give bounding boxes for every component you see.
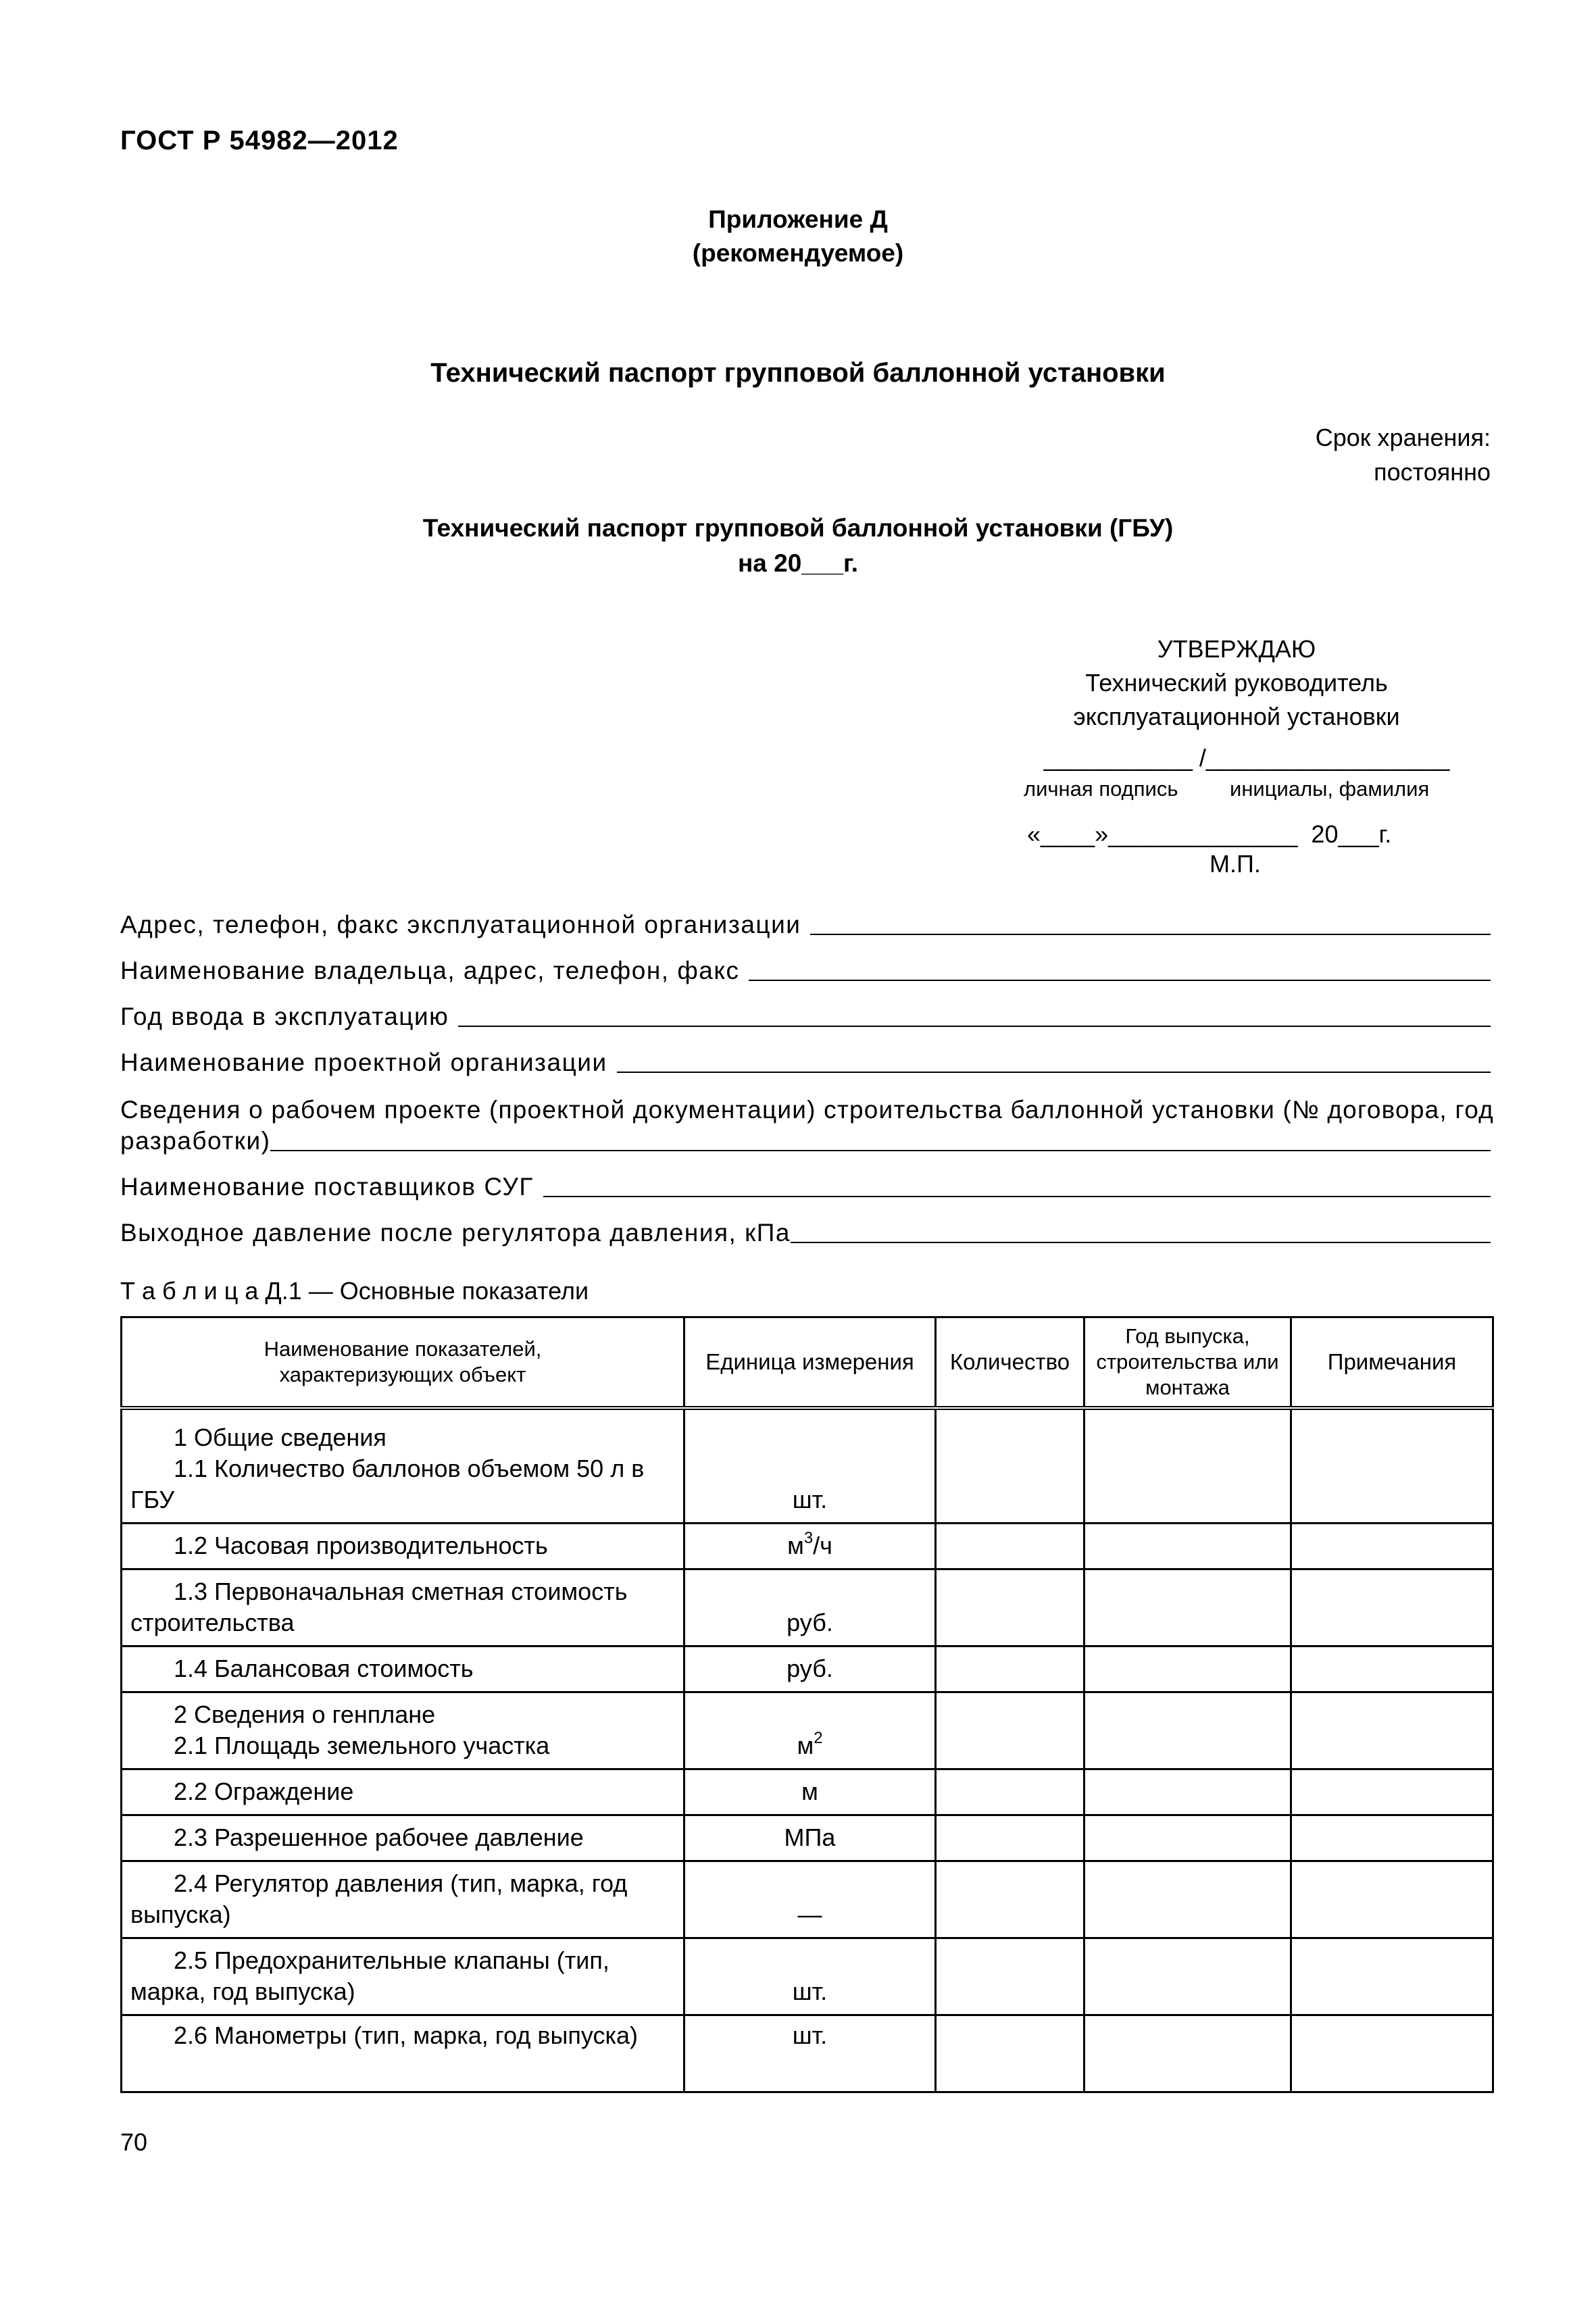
form-field-label: Наименование проектной организации — [120, 1049, 607, 1076]
quantity-cell[interactable] — [936, 1646, 1084, 1692]
table-row — [122, 1938, 1493, 2015]
notes-cell[interactable] — [1291, 1769, 1493, 1815]
unit-superscript: 2 — [814, 1728, 823, 1747]
quantity-cell[interactable] — [936, 1523, 1084, 1569]
row-line: выпуска) — [130, 1900, 231, 1928]
storage-line-1: Срок хранения: — [1315, 424, 1491, 451]
notes-cell[interactable] — [1291, 1861, 1493, 1938]
stamp-label: М.П. — [1210, 850, 1261, 878]
row-line: 2.4 Регулятор давления (тип, марка, год — [174, 1869, 628, 1897]
row-unit-cell: — — [684, 1861, 936, 1938]
header-unit: Единица измерения — [684, 1317, 936, 1409]
row-line: 1 Общие сведения — [174, 1423, 386, 1451]
row-unit-cell — [684, 1523, 936, 1569]
year-cell[interactable] — [1084, 1938, 1291, 2015]
row-unit-cell: шт. — [684, 2015, 936, 2092]
row-line: 1.2 Часовая производительность — [174, 1531, 548, 1559]
table-row — [122, 1646, 1493, 1692]
year-cell[interactable] — [1084, 1692, 1291, 1769]
quantity-cell[interactable] — [936, 1569, 1084, 1646]
unit-base: м — [797, 1731, 814, 1759]
row-line: 1.3 Первоначальная сметная стоимость — [174, 1577, 628, 1605]
year-cell[interactable] — [1084, 1861, 1291, 1938]
row-name-cell — [122, 1938, 684, 2015]
header-indicator-name: Наименование показателей, характеризующих объект — [122, 1317, 684, 1409]
row-line: ГБУ — [130, 1485, 175, 1513]
table-row — [122, 1815, 1493, 1861]
form-field-outlet-pressure[interactable] — [120, 1217, 1491, 1249]
notes-cell[interactable] — [1291, 1938, 1493, 2015]
table-header-row — [122, 1317, 1493, 1409]
quantity-cell[interactable] — [936, 1408, 1084, 1523]
row-unit-cell: МПа — [684, 1815, 936, 1861]
row-unit-cell: руб. — [684, 1569, 936, 1646]
header-quantity: Количество — [936, 1317, 1084, 1409]
row-line: 1.1 Количество баллонов объемом 50 л в — [174, 1454, 645, 1482]
row-unit-cell: м — [684, 1769, 936, 1815]
row-name-cell — [122, 1861, 684, 1938]
notes-cell[interactable] — [1291, 1523, 1493, 1569]
table-row — [122, 2015, 1493, 2092]
notes-cell[interactable] — [1291, 1646, 1493, 1692]
notes-cell[interactable] — [1291, 1408, 1493, 1523]
annex-heading — [372, 203, 1224, 270]
subtitle-line-1: Технический паспорт групповой баллонной установки (ГБУ) — [422, 514, 1174, 542]
storage-term — [1316, 420, 1491, 489]
row-line: 2.2 Ограждение — [174, 1777, 354, 1805]
form-field-design-org[interactable] — [120, 1047, 1491, 1078]
row-name-cell — [122, 1769, 684, 1815]
form-field-label: Наименование поставщиков СУГ — [120, 1173, 534, 1201]
row-name-cell — [122, 1692, 684, 1769]
row-name-cell — [122, 1569, 684, 1646]
fill-line[interactable] — [810, 932, 1491, 935]
year-cell[interactable] — [1084, 1815, 1291, 1861]
approval-date-line[interactable]: «____»______________ 20___г. — [1027, 820, 1392, 848]
table-row — [122, 1861, 1493, 1938]
quantity-cell[interactable] — [936, 1692, 1084, 1769]
year-cell[interactable] — [1084, 1523, 1291, 1569]
table-row — [122, 1569, 1493, 1646]
row-name-cell — [122, 2015, 684, 2092]
signature-label: личная подпись — [1024, 777, 1178, 801]
quantity-cell[interactable] — [936, 1861, 1084, 1938]
unit-tail: /ч — [813, 1531, 832, 1559]
row-name-cell — [122, 1523, 684, 1569]
approver-position-2: эксплуатационной установки — [1073, 703, 1400, 730]
notes-cell[interactable] — [1291, 2015, 1493, 2092]
row-name-cell — [122, 1646, 684, 1692]
form-field-lpg-suppliers[interactable] — [120, 1172, 1491, 1203]
table-caption: Т а б л и ц а Д.1 — Основные показатели — [120, 1277, 589, 1305]
row-name-cell — [122, 1408, 684, 1523]
unit-superscript: 3 — [803, 1528, 814, 1547]
year-cell[interactable] — [1084, 2015, 1291, 2092]
table-row — [122, 1769, 1493, 1815]
quantity-cell[interactable] — [936, 2015, 1084, 2092]
header-year: Год выпуска, строительства или монтажа — [1084, 1317, 1291, 1409]
row-line: 1.4 Балансовая стоимость — [174, 1654, 474, 1682]
form-field-label: Год ввода в эксплуатацию — [120, 1003, 449, 1030]
fill-line[interactable] — [749, 978, 1491, 981]
row-unit-cell: руб. — [684, 1646, 936, 1692]
header-notes: Примечания — [1291, 1317, 1493, 1409]
form-field-owner[interactable] — [120, 955, 1491, 986]
approve-word: УТВЕРЖДАЮ — [1157, 635, 1316, 663]
main-title: Технический паспорт групповой баллонной установки — [430, 358, 1166, 388]
row-unit-cell: шт. — [684, 1938, 936, 2015]
year-cell[interactable] — [1084, 1408, 1291, 1523]
row-unit-cell — [684, 1692, 936, 1769]
fill-line[interactable] — [617, 1070, 1491, 1073]
quantity-cell[interactable] — [936, 1769, 1084, 1815]
fill-line[interactable] — [270, 1149, 1491, 1151]
project-info-line-1: Сведения о рабочем проекте (проектной документации) строительства баллонной установки (№ договора, год — [120, 1096, 1494, 1124]
quantity-cell[interactable] — [936, 1938, 1084, 2015]
form-field-label: Адрес, телефон, факс эксплуатационной организации — [120, 911, 801, 938]
table-row — [122, 1523, 1493, 1569]
fill-line[interactable] — [458, 1024, 1491, 1027]
form-field-commission-year[interactable] — [120, 1001, 1491, 1032]
year-cell[interactable] — [1084, 1769, 1291, 1815]
row-line: строительства — [130, 1608, 295, 1636]
form-field-label: Выходное давление после регулятора давления, кПа — [120, 1219, 791, 1247]
unit-base: м — [787, 1531, 804, 1559]
row-unit-cell: шт. — [684, 1408, 936, 1523]
name-label: инициалы, фамилия — [1230, 777, 1430, 801]
form-field-label: разработки) — [120, 1127, 271, 1155]
table-row — [122, 1692, 1493, 1769]
row-line: 2.6 Манометры (тип, марка, год выпуска) — [174, 2021, 638, 2049]
table-row — [122, 1408, 1493, 1523]
storage-line-2: постоянно — [1374, 458, 1491, 486]
notes-cell[interactable] — [1291, 1569, 1493, 1646]
form-field-label: Наименование владельца, адрес, телефон, факс — [120, 957, 740, 984]
page-number: 70 — [120, 2128, 148, 2156]
row-line: 2.1 Площадь земельного участка — [174, 1731, 550, 1759]
notes-cell[interactable] — [1291, 1692, 1493, 1769]
row-line: 2 Сведения о генплане — [174, 1700, 436, 1728]
year-cell[interactable] — [1084, 1646, 1291, 1692]
main-indicators-table — [120, 1316, 1494, 2093]
signature-line[interactable]: ___________ /__________________ — [1043, 744, 1450, 772]
annex-title: Приложение Д — [708, 205, 888, 233]
approver-position-1: Технический руководитель — [1085, 669, 1388, 697]
approval-block — [1000, 632, 1473, 734]
document-code: ГОСТ Р 54982—2012 — [120, 126, 399, 155]
row-line: марка, год выпуска) — [130, 1977, 355, 2005]
notes-cell[interactable] — [1291, 1815, 1493, 1861]
form-field-project-info[interactable] — [120, 1126, 1491, 1157]
quantity-cell[interactable] — [936, 1815, 1084, 1861]
fill-line[interactable] — [791, 1240, 1491, 1243]
row-line: 2.5 Предохранительные клапаны (тип, — [174, 1946, 609, 1974]
passport-subtitle — [203, 511, 1393, 581]
year-cell[interactable] — [1084, 1569, 1291, 1646]
subtitle-line-2: на 20___г. — [737, 549, 859, 577]
annex-status: (рекомендуемое) — [692, 239, 904, 267]
form-field-org-address[interactable] — [120, 909, 1491, 940]
fill-line[interactable] — [543, 1194, 1491, 1197]
row-name-cell — [122, 1815, 684, 1861]
row-line: 2.3 Разрешенное рабочее давление — [174, 1823, 584, 1851]
